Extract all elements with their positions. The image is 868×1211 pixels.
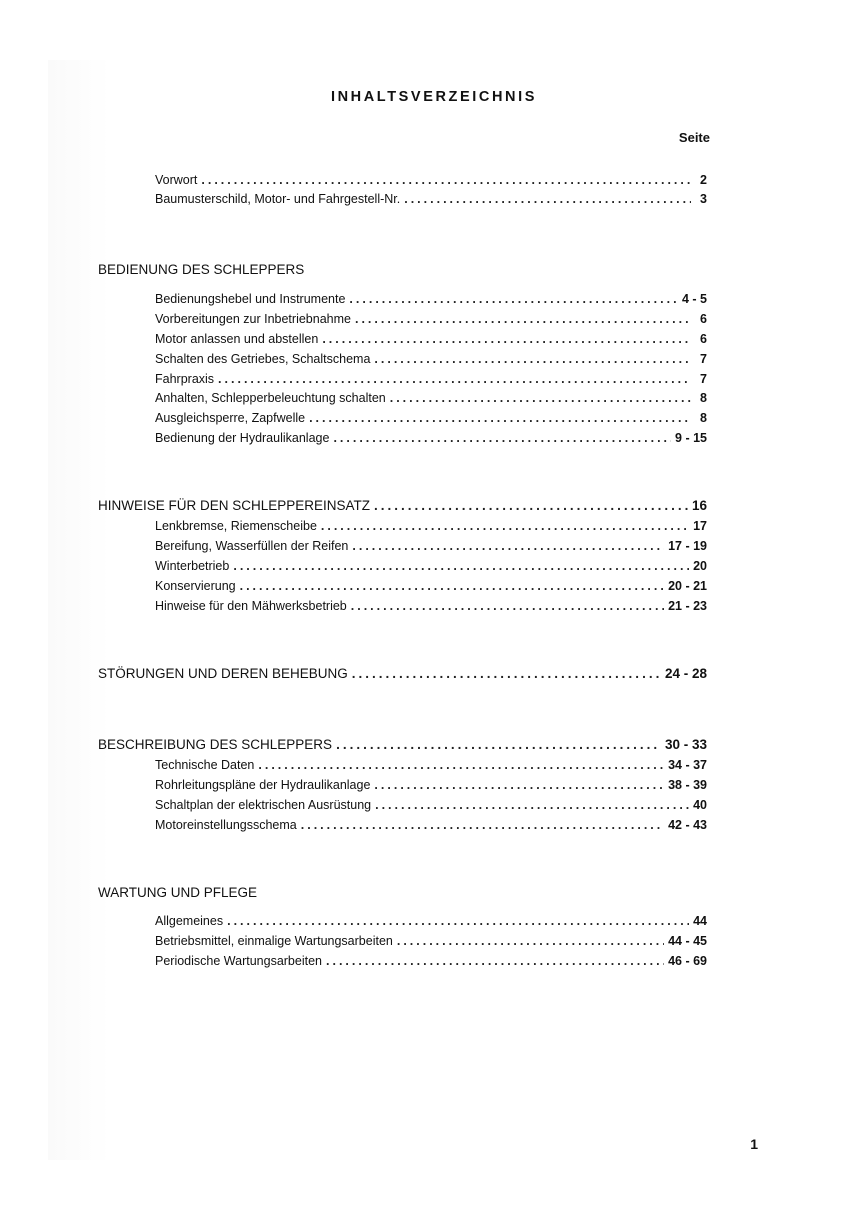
- leader-dots: [201, 171, 691, 189]
- toc-entry-page: 17: [693, 519, 707, 533]
- leader-dots: [309, 409, 691, 427]
- toc-entry[interactable]: [155, 816, 707, 834]
- toc-entry-label: Bedienungshebel und Instrumente: [155, 292, 346, 306]
- toc-entry[interactable]: [155, 776, 707, 794]
- toc-entry[interactable]: [155, 796, 707, 814]
- toc-entry-page: 6: [700, 332, 707, 346]
- toc-entry[interactable]: [155, 370, 707, 388]
- toc-entry[interactable]: [155, 557, 707, 575]
- toc-entry-page: 46 - 69: [668, 954, 707, 968]
- toc-entry-label: Motoreinstellungsschema: [155, 818, 297, 832]
- toc-entry-page: 42 - 43: [668, 818, 707, 832]
- leader-dots: [240, 577, 664, 595]
- toc-entry[interactable]: [155, 290, 707, 308]
- toc-entry[interactable]: [155, 932, 707, 950]
- toc-entry-label: Baumusterschild, Motor- und Fahrgestell-Nr.: [155, 192, 401, 206]
- leader-dots: [351, 597, 664, 615]
- toc-entry[interactable]: [155, 409, 707, 427]
- toc-entry-page: 38 - 39: [668, 778, 707, 792]
- leader-dots: [301, 816, 664, 834]
- leader-dots: [374, 497, 688, 515]
- page-title: INHALTSVERZEICHNIS: [330, 89, 538, 105]
- toc-entry-label: Ausgleichsperre, Zapfwelle: [155, 411, 306, 425]
- leader-dots: [227, 912, 689, 930]
- toc-entry[interactable]: [155, 350, 707, 368]
- toc-entry[interactable]: [155, 912, 707, 930]
- toc-entry-page: 44 - 45: [668, 934, 707, 948]
- leader-dots: [336, 736, 661, 754]
- toc-entry-page: 7: [700, 372, 707, 386]
- leader-dots: [375, 796, 689, 814]
- section-heading-label: BESCHREIBUNG DES SCHLEPPERS: [98, 737, 333, 752]
- toc-entry-page: 6: [700, 312, 707, 326]
- toc-entry-label: Lenkbremse, Riemenscheibe: [155, 519, 317, 533]
- scan-shadow: [48, 60, 110, 1160]
- leader-dots: [349, 290, 678, 308]
- leader-dots: [321, 517, 689, 535]
- toc-entry-page: 8: [700, 411, 707, 425]
- toc-entry-page: 9 - 15: [675, 431, 707, 445]
- section-heading-wartung[interactable]: WARTUNG UND PFLEGE: [98, 885, 258, 900]
- toc-entry[interactable]: [155, 537, 707, 555]
- toc-entry-page: 40: [693, 798, 707, 812]
- leader-dots: [397, 932, 664, 950]
- leader-dots: [390, 389, 691, 407]
- section-heading-stoerungen[interactable]: [98, 665, 707, 683]
- leader-dots: [352, 665, 661, 683]
- toc-entry-page: 44: [693, 914, 707, 928]
- leader-dots: [374, 776, 664, 794]
- page-number: 1: [750, 1136, 758, 1152]
- leader-dots: [233, 557, 689, 575]
- toc-entry[interactable]: [155, 330, 707, 348]
- toc-entry-label: Schalten des Getriebes, Schaltschema: [155, 352, 371, 366]
- section-heading-bedienung[interactable]: BEDIENUNG DES SCHLEPPERS: [98, 262, 305, 277]
- leader-dots: [355, 310, 691, 328]
- toc-entry-page: 20 - 21: [668, 579, 707, 593]
- leader-dots: [218, 370, 691, 388]
- toc-entry-label: Rohrleitungspläne der Hydraulikanlage: [155, 778, 371, 792]
- section-heading-page: 24 - 28: [664, 666, 707, 681]
- toc-entry-page: 7: [700, 352, 707, 366]
- toc-entry-label: Winterbetrieb: [155, 559, 230, 573]
- toc-entry[interactable]: [155, 577, 707, 595]
- toc-entry-label: Hinweise für den Mähwerksbetrieb: [155, 599, 347, 613]
- toc-entry-page: 4 - 5: [681, 292, 707, 306]
- toc-entry-label: Periodische Wartungsarbeiten: [155, 954, 322, 968]
- toc-entry[interactable]: [155, 597, 707, 615]
- page-column-label: Seite: [678, 130, 710, 145]
- toc-entry-label: Bedienung der Hydraulikanlage: [155, 431, 330, 445]
- toc-entry-page: 21 - 23: [668, 599, 707, 613]
- toc-entry-label: Bereifung, Wasserfüllen der Reifen: [155, 539, 349, 553]
- toc-entry-label: Schaltplan der elektrischen Ausrüstung: [155, 798, 372, 812]
- leader-dots: [326, 952, 664, 970]
- toc-entry-page: 34 - 37: [668, 758, 707, 772]
- leader-dots: [404, 190, 691, 208]
- toc-entry-label: Allgemeines: [155, 914, 224, 928]
- toc-entry-label: Technische Daten: [155, 758, 255, 772]
- toc-entry[interactable]: [155, 171, 707, 189]
- leader-dots: [322, 330, 691, 348]
- section-heading-page: 16: [691, 498, 707, 513]
- leader-dots: [374, 350, 691, 368]
- leader-dots: [258, 756, 664, 774]
- section-heading-hinweise[interactable]: [98, 497, 707, 515]
- toc-entry-page: 2: [700, 173, 707, 187]
- toc-entry-label: Konservierung: [155, 579, 236, 593]
- toc-entry-label: Fahrpraxis: [155, 372, 215, 386]
- toc-entry-label: Motor anlassen und abstellen: [155, 332, 319, 346]
- leader-dots: [333, 429, 671, 447]
- toc-entry-page: 17 - 19: [668, 539, 707, 553]
- section-heading-label: STÖRUNGEN UND DEREN BEHEBUNG: [98, 666, 348, 681]
- toc-entry-label: Vorbereitungen zur Inbetriebnahme: [155, 312, 351, 326]
- toc-entry[interactable]: [155, 190, 707, 208]
- toc-entry[interactable]: [155, 756, 707, 774]
- toc-entry[interactable]: [155, 310, 707, 328]
- toc-entry-page: 8: [700, 391, 707, 405]
- toc-entry-label: Vorwort: [155, 173, 198, 187]
- toc-entry[interactable]: [155, 429, 707, 447]
- section-heading-beschreibung[interactable]: [98, 736, 707, 754]
- section-heading-label: HINWEISE FÜR DEN SCHLEPPEREINSATZ: [98, 498, 371, 513]
- toc-entry-page: 20: [693, 559, 707, 573]
- toc-entry-label: Anhalten, Schlepperbeleuchtung schalten: [155, 391, 386, 405]
- leader-dots: [352, 537, 664, 555]
- toc-entry[interactable]: [155, 389, 707, 407]
- toc-entry-page: 3: [700, 192, 707, 206]
- toc-entry[interactable]: [155, 952, 707, 970]
- section-heading-page: 30 - 33: [664, 737, 707, 752]
- toc-entry-label: Betriebsmittel, einmalige Wartungsarbeiten: [155, 934, 393, 948]
- toc-entry[interactable]: [155, 517, 707, 535]
